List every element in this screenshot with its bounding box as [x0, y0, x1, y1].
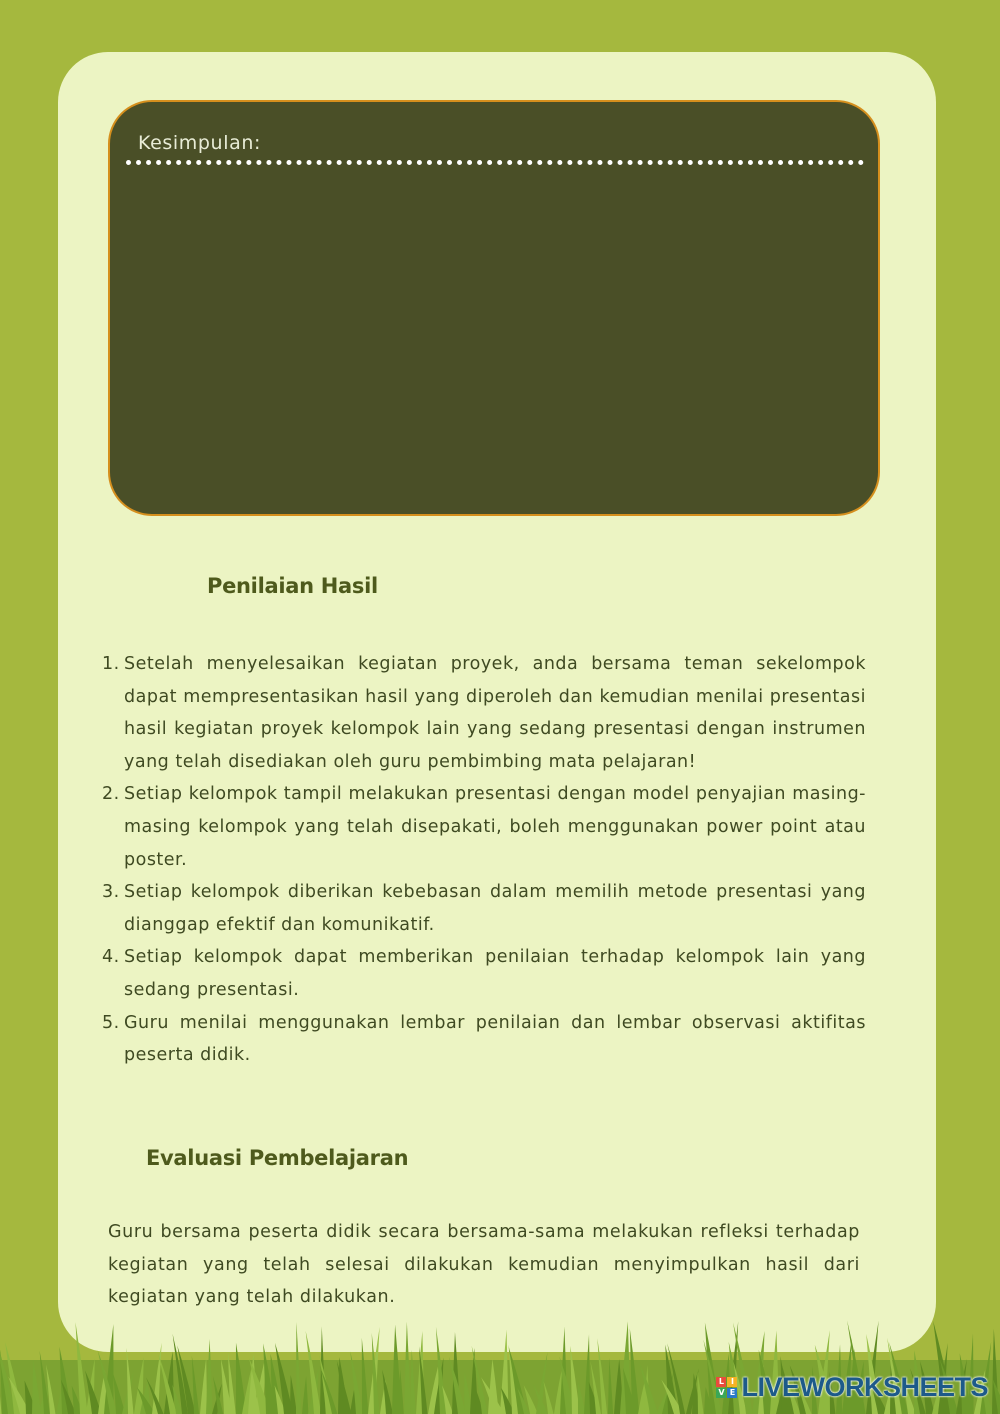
list-item-number: 4.	[102, 947, 120, 968]
conclusion-input[interactable]	[124, 176, 868, 500]
list-item	[102, 648, 866, 778]
list-item-text: Setiap kelompok tampil melakukan presentasi dengan model penyajian masing-masing kelompok yang telah disepakati, boleh menggunakan power point atau poster.	[124, 784, 866, 870]
list-item-text: Setiap kelompok diberikan kebebasan dalam memilih metode presentasi yang dianggap efektif dan komunikatif.	[124, 882, 866, 935]
logo-letter: I	[727, 1377, 737, 1387]
list-item-number: 1.	[102, 654, 120, 674]
list-item-number: 5.	[102, 1012, 120, 1033]
list-item-number: 2.	[102, 784, 120, 805]
evaluasi-paragraph: Guru bersama peserta didik secara bersama-sama melakukan refleksi terhadap kegiatan yang telah selesai dilakukan kemudian menyimpulkan hasil dari kegiatan yang telah dilakukan.	[108, 1222, 860, 1308]
logo-letter: E	[727, 1388, 737, 1398]
penilaian-list	[102, 648, 866, 1072]
liveworksheets-brand	[716, 1372, 988, 1403]
conclusion-label: Kesimpulan:	[138, 132, 261, 154]
list-item-text: Setelah menyelesaikan kegiatan proyek, anda bersama teman sekelompok dapat mempresentasikan hasil yang diperoleh dan kemudian menilai presentasi hasil kegiatan proyek kelompok lain yang sedang presentasi dengan instrumen yang telah disediakan oleh guru pembimbing mata pelajaran!	[124, 654, 866, 772]
conclusion-dotted-line	[126, 160, 864, 165]
brand-name: LIVEWORKSHEETS	[741, 1372, 988, 1402]
list-item	[102, 941, 866, 1006]
penilaian-heading: Penilaian Hasil	[207, 574, 378, 598]
list-item	[102, 1007, 866, 1072]
list-item	[102, 778, 866, 876]
list-item	[102, 876, 866, 941]
liveworksheets-logo-icon	[716, 1377, 737, 1398]
list-item-text: Guru menilai menggunakan lembar penilaian dan lembar observasi aktifitas peserta didik.	[124, 1012, 866, 1066]
logo-letter: L	[716, 1377, 726, 1387]
list-item-text: Setiap kelompok dapat memberikan penilaian terhadap kelompok lain yang sedang presentasi.	[124, 947, 866, 1000]
list-item-number: 3.	[102, 882, 120, 903]
logo-letter: V	[718, 1388, 725, 1397]
evaluasi-heading: Evaluasi Pembelajaran	[146, 1146, 409, 1170]
